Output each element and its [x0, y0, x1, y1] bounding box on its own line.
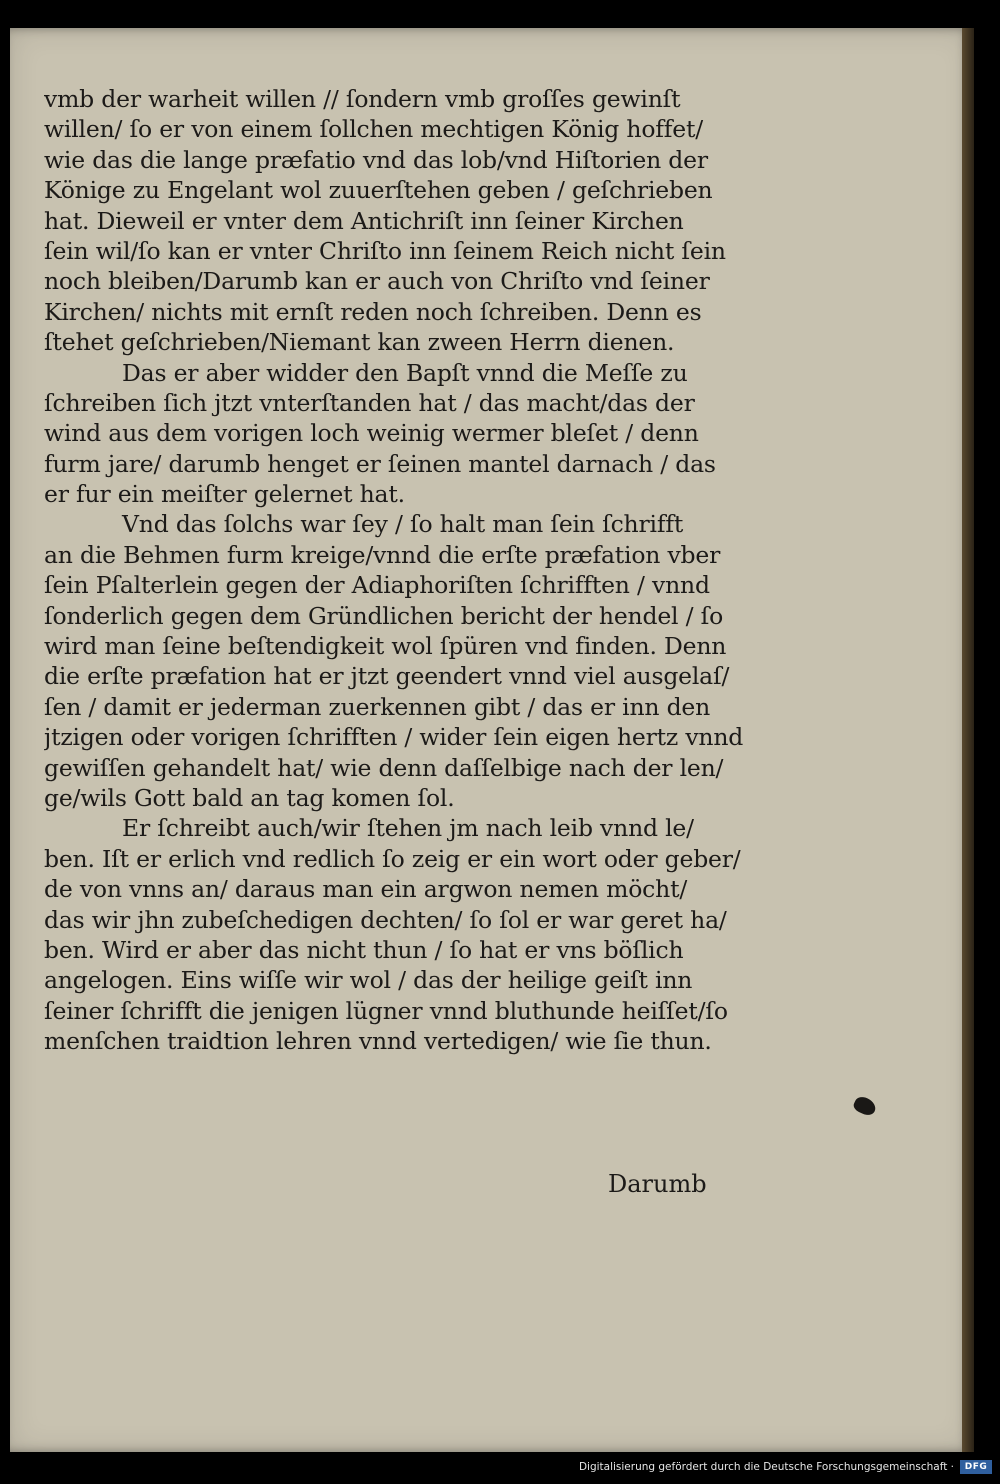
text-line: Kirchen/ nichts mit ernſt reden noch ſchreiben. Denn es	[44, 297, 702, 326]
text-line: vmb der warheit willen // ſondern vmb groſſes gewinſt	[44, 85, 681, 113]
text-line: gewiſſen gehandelt hat/ wie denn daſſelbige nach der len/	[44, 753, 724, 782]
text-line: willen/ ſo er von einem ſollchen mechtigen König hoffet/	[44, 115, 703, 144]
text-line: furm jare/ darumb henget er ſeinen mantel darnach / das	[44, 449, 716, 478]
text-line: menſchen traidtion lehren vnnd vertedigen/ wie ſie thun.	[44, 1027, 712, 1056]
text-line: ſein wil/ſo kan er vnter Chriſto inn ſeinem Reich nicht ſein	[44, 236, 726, 265]
text-line: wind aus dem vorigen loch weinig wermer bleſet / denn	[44, 419, 699, 448]
text-line: wie das die lange præfatio vnd das lob/vnd Hiſtorien der	[44, 145, 708, 174]
text-line: ben. Wird er aber das nicht thun / ſo hat er vns böſlich	[44, 935, 684, 964]
text-line: ben. Iſt er erlich vnd redlich ſo zeig er ein wort oder geber/	[44, 844, 741, 873]
paragraph-start-line: Er ſchreibt auch/wir ſtehen jm nach leib vnnd le/	[122, 814, 694, 843]
text-line: jtzigen oder vorigen ſchrifften / wider ſein eigen hertz vnnd	[44, 723, 744, 752]
text-line: noch bleiben/Darumb kan er auch von Chriſto vnd ſeiner	[44, 267, 710, 296]
text-line: wird man ſeine beſtendigkeit wol ſpüren vnd finden. Denn	[44, 632, 727, 661]
text-line: ſtehet geſchrieben/Niemant kan zween Herrn dienen.	[44, 328, 675, 357]
book-binding-edge	[962, 28, 974, 1452]
text-line: an die Behmen furm kreige/vnnd die erſte præfation vber	[44, 540, 721, 569]
paragraph-start-line: Das er aber widder den Bapſt vnnd die Meſſe zu	[122, 358, 688, 387]
text-line: de von vnns an/ daraus man ein argwon nemen möcht/	[44, 875, 688, 904]
page-text-block	[44, 84, 774, 1057]
text-line: ſonderlich gegen dem Gründlichen bericht der hendel / ſo	[44, 601, 724, 630]
footer-bar	[0, 1452, 1000, 1484]
text-line: er fur ein meiſter gelernet hat.	[44, 480, 405, 509]
text-line: angelogen. Eins wiſſe wir wol / das der heilige geiſt inn	[44, 966, 693, 995]
text-line: ge/wils Gott bald an tag komen ſol.	[44, 783, 455, 812]
text-line: ſchreiben ſich jtzt vnterſtanden hat / das macht/das der	[44, 388, 695, 417]
funding-credit: Digitalisierung gefördert durch die Deutsche Forschungsgemeinschaft ·	[578, 1461, 954, 1473]
text-line: ſen / damit er jederman zuerkennen gibt / das er inn den	[44, 692, 711, 721]
text-line: die erſte præfation hat er jtzt geendert vnnd viel ausgelaſ/	[44, 662, 730, 691]
dfg-logo-icon: DFG	[960, 1460, 992, 1474]
text-line: Könige zu Engelant wol zuuerſtehen geben / geſchrieben	[44, 176, 713, 205]
text-line: ſein Pſalterlein gegen der Adiaphoriſten ſchrifften / vnnd	[44, 571, 710, 600]
text-line: hat. Dieweil er vnter dem Antichriſt inn ſeiner Kirchen	[44, 206, 684, 235]
paragraph-start-line: Vnd das ſolchs war ſey / ſo halt man ſein ſchrifft	[122, 510, 684, 539]
text-line: das wir jhn zubeſchedigen dechten/ ſo ſol er war geret ha/	[44, 905, 727, 934]
catchword: Darumb	[608, 1170, 707, 1198]
text-line: ſeiner ſchrifft die jenigen lügner vnnd bluthunde heiſſet/ſo	[44, 996, 728, 1025]
